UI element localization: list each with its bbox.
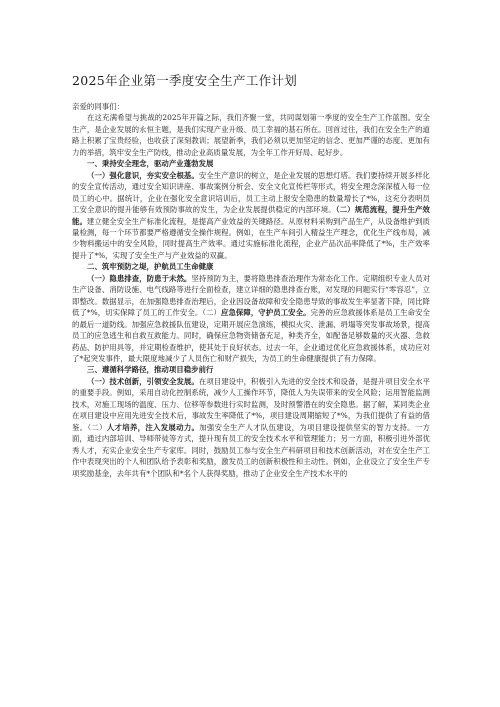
- subheading: （二）规范流程，: [335, 205, 393, 215]
- paragraph-text: 在项目建设中，积极引入先进的安全技术和设备，是提升项目安全水平的重要手段。例如，采用自动化控制系统，减少人工操作环节，降低人为失误带来的安全风险；运用智能监测技术，对施工现场的温度、压力、位移等参数进行实时监测，及时预警潜在的安全隐患。据了解，某同类企业在项目建设中应用先进安全技术后，事故发生率降低了*%，项目建设周期缩短了*%，为我们提供了有益的借鉴。（二）: [72, 376, 430, 432]
- subheading: 应急保障，守护员工安全。: [220, 308, 311, 318]
- section-paragraph: [72, 170, 430, 262]
- paragraph-text: 坚持预防为主，要将隐患排查治理作为常态化工作。定期组织专业人员对生产设备、消防设施、电气线路等进行全面检查，建立详细的隐患排查台账，对发现的问题实行“零容忍”，立即整改。数据显示，在加强隐患排查治理后，企业因设备故障和安全隐患导致的事故发生率显著下降，同比降低了*%，切实保障了员工的工作安全。（二）: [72, 273, 431, 318]
- section-paragraph: [72, 273, 430, 365]
- subheading: 人才培养，注入发展动力。: [106, 422, 200, 432]
- document-body: [72, 101, 430, 479]
- subheading: （一）强化意识，夯实安全根基。: [87, 170, 199, 180]
- document-title: 2025年企业第一季度安全生产工作计划: [72, 73, 298, 88]
- greeting: 亲爱的同事们：: [72, 102, 125, 111]
- subheading: （一）技术创新，引领安全发展。: [87, 376, 199, 386]
- section-heading: 三、遵循科学路径，推动项目稳步前行: [87, 365, 214, 375]
- section-paragraph: [72, 376, 430, 479]
- intro-paragraph: 在这充满希望与挑战的2025年开篇之际，我们齐聚一堂，共同谋划第一季度的安全生产工作蓝图。安全生产，是企业发展的永恒主题，是我们实现产业升级、员工幸福的基石所在。回首过往，我们在安全生产的道路上积累了宝贵经验，也收获了深刻教训；展望新季，我们必须以更加坚定的信念、更加严谨的态度、更加有力的举措，筑牢安全生产防线，推动企业高质量发展，为全年工作开好局、起好步。: [72, 113, 430, 157]
- paragraph-text: 加强安全生产人才队伍建设，为项目建设提供坚实的智力支持。一方面，通过内部培训、导师带徒等方式，提升现有员工的安全技术水平和管理能力；另一方面，积极引进外部优秀人才，充实企业安全生产专家库。同时，鼓励员工参与安全生产科研项目和技术创新活动，对在安全生产工作中表现突出的个人和团队给予表彰和奖励，激发员工的创新积极性和主动性。例如，企业设立了安全生产专项奖励基金，去年共有*个团队和*名个人获得奖励，推动了企业安全生产技术水平的: [72, 422, 430, 478]
- section-heading: 一、秉持安全理念，驱动产业蓬勃发展: [87, 159, 214, 169]
- paragraph-text: 完善的应急救援体系是员工生命安全的最后一道防线。加强应急救援队伍建设，定期开展应急演练，模拟火灾、泄漏、坍塌等突发事故场景，提高员工的应急逃生和自救互救能力。同时，确保应急物资储备充足，种类齐全，如配备足够数量的灭火器、急救药品、防护用具等，并定期检查维护，使其处于良好状态。过去一年，企业通过优化应急救援体系，成功应对了*起突发事件，最大限度地减少了人员伤亡和财产损失，为员工的生命健康提供了有力保障。: [72, 308, 430, 363]
- paragraph-text: 安全生产意识的树立，是企业发展的思想灯塔。我们要持续开展多样化的安全宣传活动，通过安全知识讲座、事故案例分析会、安全文化宣传栏等形式，将安全理念深深植入每一位员工的心中。据统计，企业在强化安全意识培训后，员工主动上报安全隐患的数量增长了*%，这充分表明员工安全意识的提升能够有效预防事故的发生，为企业发展提供稳定的内部环境。: [72, 170, 430, 215]
- paragraph-text: 建立健全安全生产标准化流程，是提高产业效益的关键路径。从原材料采购到产品生产，从设备维护到质量检测，每一个环节都要严格遵循安全操作规程。例如，在生产车间引入精益生产理念，优化生产线布局，减少物料搬运中的安全风险，同时提高生产效率。通过实施标准化流程，企业产品次品率降低了*%，生产效率提升了*%，实现了安全生产与产业效益的双赢。: [72, 216, 430, 260]
- subheading: 提升生产效能。: [72, 205, 430, 226]
- section-heading: 二、筑牢预防之堤，护航员工生命健康: [87, 262, 214, 272]
- subheading: （一）隐患排查，防患于未然。: [87, 273, 192, 283]
